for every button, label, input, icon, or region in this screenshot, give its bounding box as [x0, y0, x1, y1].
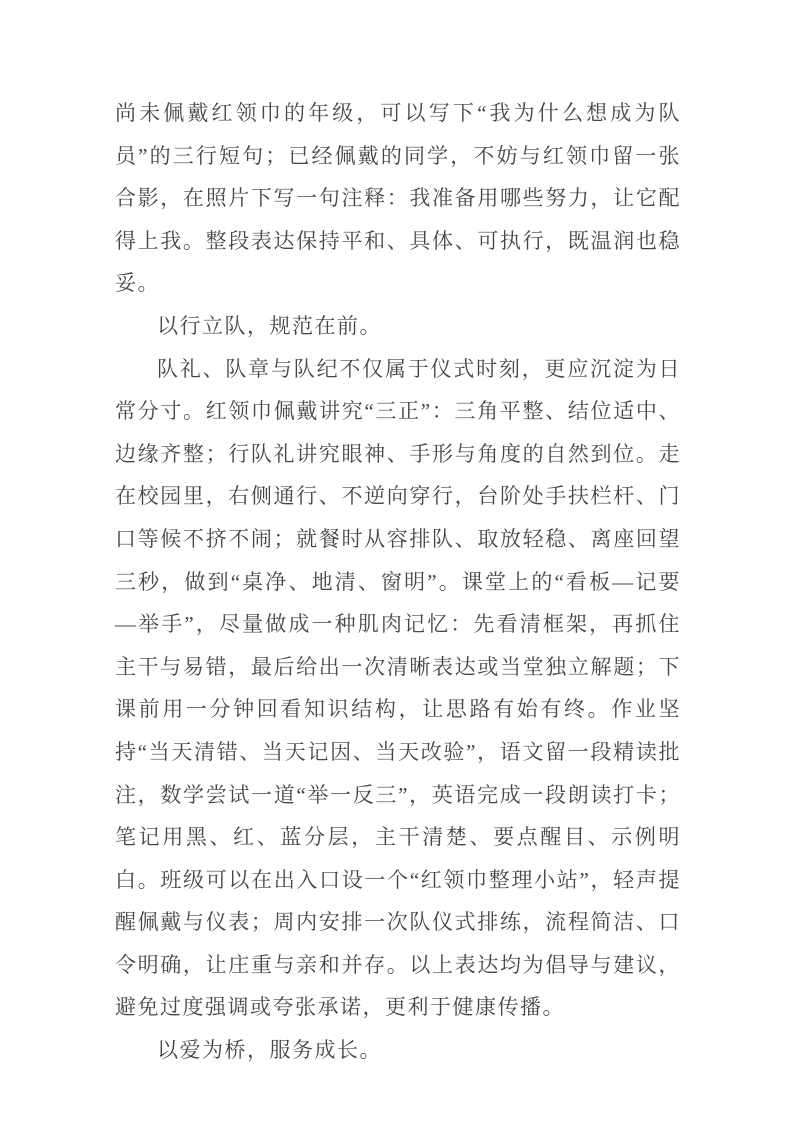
paragraph-continuation: 尚未佩戴红领巾的年级，可以写下“我为什么想成为队员”的三行短句；已经佩戴的同学，不妨与红领巾留一张合影，在照片下写一句注释：我准备用哪些努力，让它配得上我。整段表达保持平和、具体、可执行，既温润也稳妥。 — [115, 101, 681, 296]
document-body-text — [115, 92, 681, 1072]
paragraph-heading-love: 以爱为桥，服务成长。 — [157, 1038, 382, 1063]
paragraph-heading-conduct: 以行立队，规范在前。 — [157, 313, 382, 338]
paragraph-conduct-details: 队礼、队章与队纪不仅属于仪式时刻，更应沉淀为日常分寸。红领巾佩戴讲究“三正”：三角平整、结位适中、边缘齐整；行队礼讲究眼神、手形与角度的自然到位。走在校园里，右侧通行、不逆向穿行，台阶处手扶栏杆、门口等候不挤不闹；就餐时从容排队、取放轻稳、离座回望三秒，做到“桌净、地清、窗明”。课堂上的“看板—记要—举手”，尽量做成一种肌肉记忆：先看清框架，再抓住主干与易错，最后给出一次清晰表达或当堂独立解题；下课前用一分钟回看知识结构，让思路有始有终。作业坚持“当天清错、当天记因、当天改验”，语文留一段精读批注，数学尝试一道“举一反三”，英语完成一段朗读打卡；笔记用黑、红、蓝分层，主干清楚、要点醒目、示例明白。班级可以在出入口设一个“红领巾整理小站”，轻声提醒佩戴与仪表；周内安排一次队仪式排练，流程简洁、口令明确，让庄重与亲和并存。以上表达均为倡导与建议，避免过度强调或夸张承诺，更利于健康传播。 — [115, 356, 681, 1020]
